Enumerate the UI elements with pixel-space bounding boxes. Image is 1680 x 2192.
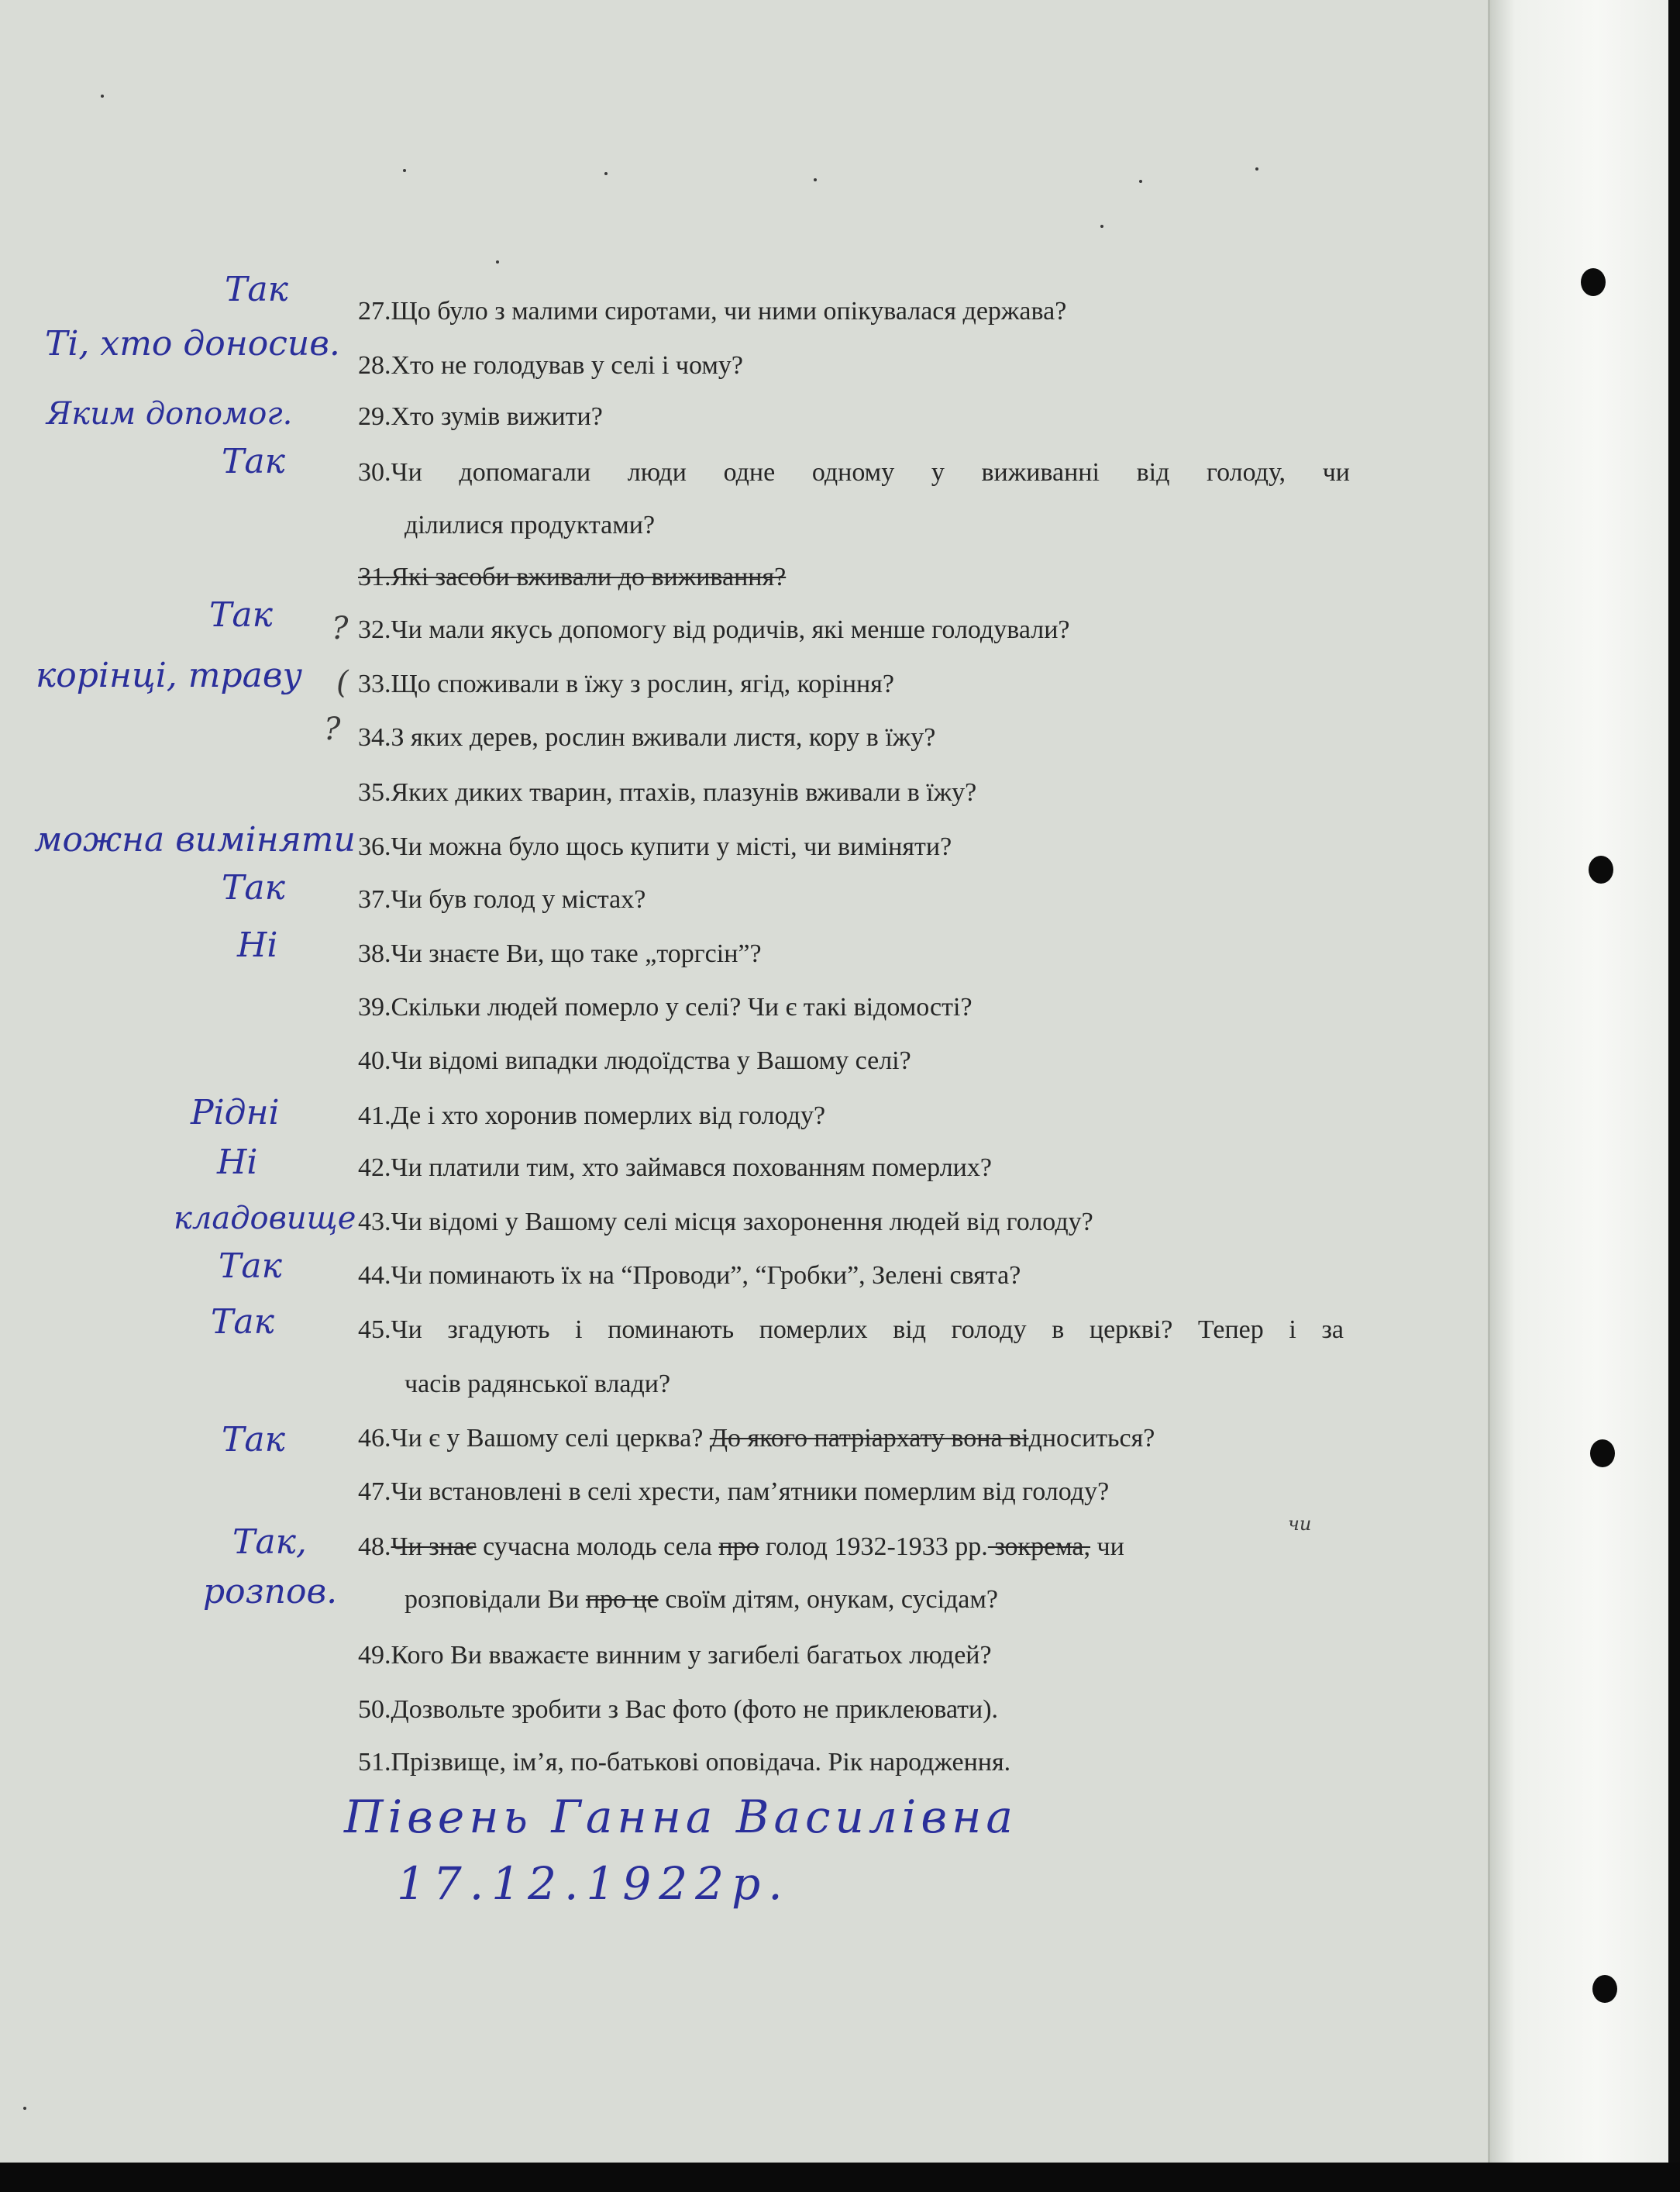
question-33: 33.Що споживали в їжу з рослин, ягід, коріння?: [358, 670, 894, 698]
question-45-cont: часів радянської влади?: [405, 1370, 671, 1398]
speck: [403, 169, 406, 172]
answer-42: Ні: [217, 1143, 258, 1182]
speck: [1100, 225, 1103, 228]
question-48-cont-text-2: своїм дітям, онукам, сусідам?: [658, 1585, 999, 1614]
narrator-birth-date: 17.12.1922р.: [397, 1857, 790, 1910]
question-37: 37.Чи був голод у містах?: [358, 885, 646, 914]
answer-29: Яким допомог.: [46, 396, 293, 432]
answer-46: Так: [222, 1420, 285, 1460]
question-27: 27.Що було з малими сиротами, чи ними опікувалася держава?: [358, 297, 1067, 326]
question-48-num: 48.: [358, 1532, 391, 1561]
answer-33: корінці, траву: [36, 656, 302, 695]
narrator-name: Півень Ганна Василівна: [344, 1790, 1017, 1843]
question-49: 49.Кого Ви вважаєте винним у загибелі багатьох людей?: [358, 1641, 992, 1670]
question-38: 38.Чи знаєте Ви, що таке „торгсін”?: [358, 939, 762, 968]
question-48: [358, 1532, 1124, 1563]
question-36: 36.Чи можна було щось купити у місті, чи виміняти?: [358, 832, 952, 861]
question-46-end: дноситься?: [1028, 1424, 1155, 1453]
question-28: 28.Хто не голодував у селі і чому?: [358, 351, 743, 380]
speck: [1139, 180, 1142, 183]
question-35: 35.Яких диких тварин, птахів, плазунів вживали в їжу?: [358, 778, 977, 807]
question-48-struck-3: зокрема,: [987, 1532, 1091, 1561]
mark-question-33: (: [336, 665, 349, 701]
question-48-cont: [405, 1584, 998, 1615]
question-48-text-1: сучасна молодь села: [476, 1532, 719, 1561]
question-46-text: 46.Чи є у Вашому селі церква?: [358, 1424, 710, 1453]
question-48-struck-2: про: [718, 1532, 759, 1561]
punch-hole-3: [1590, 1439, 1615, 1467]
answer-38: Ні: [237, 925, 278, 965]
question-48-cont-struck: про це: [585, 1585, 659, 1614]
question-39: 39.Скільки людей померло у селі? Чи є такі відомості?: [358, 993, 973, 1022]
question-46: [358, 1423, 1155, 1454]
answer-48-line2: розпов.: [203, 1572, 338, 1611]
question-30-cont: ділилися продуктами?: [405, 511, 656, 539]
punch-hole-2: [1589, 856, 1613, 884]
question-34: 34.З яких дерев, рослин вживали листя, кору в їжу?: [358, 723, 936, 752]
question-47: 47.Чи встановлені в селі хрести, пам’ятники померлим від голоду?: [358, 1477, 1110, 1506]
question-48-text-2: голод 1932-1933 рр.: [759, 1532, 988, 1561]
punch-hole-4: [1592, 1975, 1617, 2003]
answer-41: Рідні: [191, 1093, 280, 1132]
question-48-struck-1: Чи знає: [391, 1532, 477, 1561]
question-46-struck: До якого патріархату вона ві: [709, 1424, 1029, 1453]
speck: [496, 260, 499, 264]
question-43: 43.Чи відомі у Вашому селі місця захоронення людей від голоду?: [358, 1208, 1093, 1236]
question-40: 40.Чи відомі випадки людоїдства у Вашому селі?: [358, 1046, 911, 1075]
question-31: 31.Які засоби вживали до виживання?: [358, 563, 787, 591]
insert-question-48: чи: [1288, 1513, 1312, 1535]
mark-question-32: ?: [332, 611, 349, 646]
speck: [1255, 167, 1258, 171]
answer-44: Так: [219, 1246, 282, 1286]
question-30: 30.Чи допомагали люди одне одному у виживанні від голоду, чи: [358, 458, 1350, 487]
answer-36: можна виміняти: [34, 820, 356, 860]
question-48-text-3: чи: [1090, 1532, 1124, 1561]
question-50: 50.Дозвольте зробити з Вас фото (фото не приклеювати).: [358, 1695, 999, 1724]
question-42: 42.Чи платили тим, хто займався похованням померлих?: [358, 1153, 992, 1182]
punch-hole-1: [1581, 268, 1606, 296]
paper-margin-edge: [1488, 0, 1668, 2163]
question-29: 29.Хто зумів вижити?: [358, 402, 603, 431]
scan-shadow: [0, 2163, 1680, 2192]
question-51: 51.Прізвище, ім’я, по-батькові оповідача. Рік народження.: [358, 1748, 1011, 1777]
question-41: 41.Де і хто хоронив померлих від голоду?: [358, 1101, 826, 1130]
question-48-cont-text-1: розповідали Ви: [405, 1585, 586, 1614]
answer-45: Так: [211, 1302, 274, 1342]
question-45: 45.Чи згадують і поминають померлих від голоду в церкві? Тепер і за: [358, 1315, 1344, 1344]
answer-28: Ті, хто доносив.: [45, 324, 340, 364]
question-32: 32.Чи мали якусь допомогу від родичів, які менше голодували?: [358, 615, 1070, 644]
question-44: 44.Чи поминають їх на “Проводи”, “Гробки”, Зелені свята?: [358, 1261, 1021, 1290]
mark-question-34: ?: [324, 712, 341, 747]
speck: [604, 172, 608, 175]
answer-43: кладовище: [174, 1201, 356, 1236]
answer-32: Так: [209, 595, 273, 635]
speck: [814, 178, 817, 181]
answer-37: Так: [222, 868, 285, 908]
speck: [23, 2107, 26, 2110]
speck: [101, 95, 104, 98]
answer-27: Так: [225, 270, 288, 309]
answer-48-line1: Так,: [232, 1522, 307, 1562]
answer-30: Так: [222, 442, 285, 481]
